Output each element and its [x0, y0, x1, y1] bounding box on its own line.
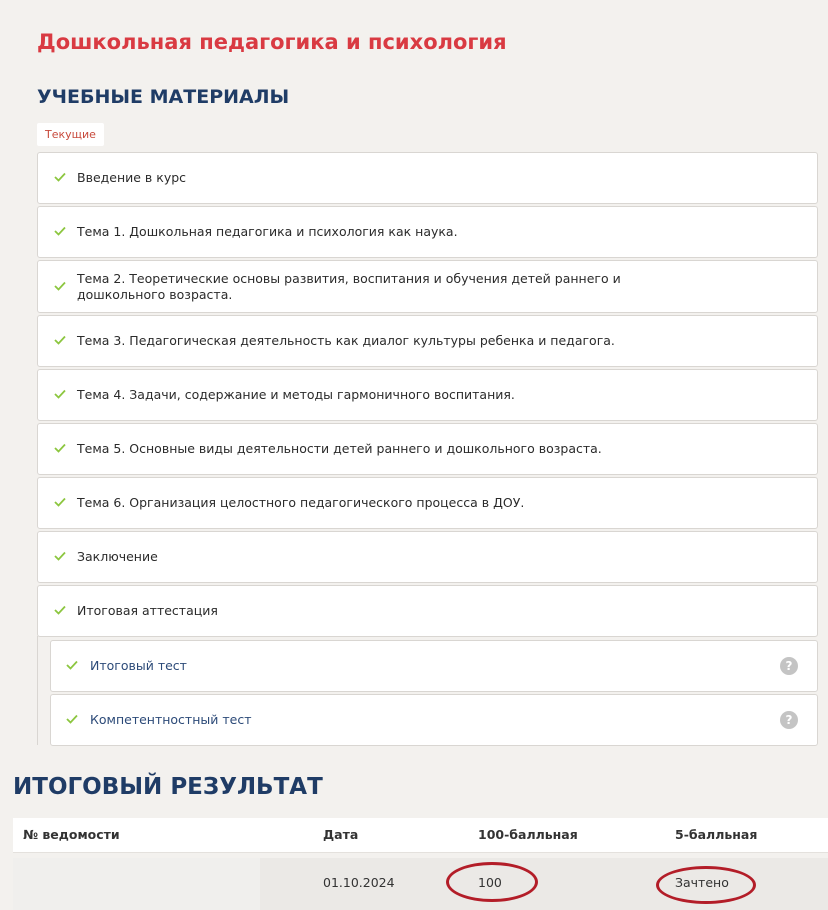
material-item-intro[interactable] [37, 152, 818, 204]
material-item-label: Тема 3. Педагогическая деятельность как диалог культуры ребенка и педагога. [77, 333, 615, 348]
material-item-topic-2[interactable] [37, 260, 818, 313]
material-item-topic-3[interactable] [37, 315, 818, 367]
material-item-label: Итоговая аттестация [77, 603, 218, 618]
material-item-label: Введение в курс [77, 170, 187, 185]
material-item-conclusion[interactable] [37, 531, 818, 583]
score-5-value: Зачтено [675, 875, 729, 890]
question-circle-icon[interactable]: ? [780, 657, 798, 675]
checkmark-icon [54, 551, 66, 561]
materials-heading: УЧЕБНЫЕ МАТЕРИАЛЫ [37, 86, 290, 108]
column-header-statement: № ведомости [23, 827, 120, 842]
checkmark-icon [54, 497, 66, 507]
material-item-label: Тема 6. Организация целостного педагогического процесса в ДОУ. [77, 495, 525, 510]
checkmark-icon [54, 226, 66, 236]
checkmark-icon [54, 281, 66, 291]
material-item-label: Тема 1. Дошкольная педагогика и психология как наука. [77, 224, 458, 239]
checkmark-icon [54, 172, 66, 182]
subitem-label: Компетентностный тест [90, 712, 252, 727]
checkmark-icon [54, 443, 66, 453]
material-item-topic-5[interactable] [37, 423, 818, 475]
checkmark-icon [54, 389, 66, 399]
material-item-topic-6[interactable] [37, 477, 818, 529]
results-table-header [13, 818, 828, 853]
results-heading: ИТОГОВЫЙ РЕЗУЛЬТАТ [13, 774, 323, 800]
course-title: Дошкольная педагогика и психология [37, 30, 507, 54]
tab-current[interactable]: Текущие [37, 123, 104, 146]
subitems-guide-line [37, 636, 50, 745]
material-item-label: Тема 2. Теоретические основы развития, воспитания и обучения детей раннего и дошкольного возраста. [77, 270, 621, 302]
material-item-final-attestation[interactable] [37, 585, 818, 637]
column-header-date: Дата [323, 827, 359, 842]
material-item-label: Заключение [77, 549, 158, 564]
score-100-value: 100 [478, 875, 502, 890]
checkmark-icon [66, 660, 78, 670]
subitem-final-test[interactable] [50, 640, 818, 692]
checkmark-icon [54, 335, 66, 345]
material-item-topic-1[interactable] [37, 206, 818, 258]
subitem-competency-test[interactable] [50, 694, 818, 746]
material-item-topic-4[interactable] [37, 369, 818, 421]
checkmark-icon [66, 714, 78, 724]
annotation-circle-score-100 [446, 862, 538, 902]
statement-cell [13, 858, 260, 910]
date-value: 01.10.2024 [323, 875, 395, 890]
material-item-label: Тема 4. Задачи, содержание и методы гармоничного воспитания. [77, 387, 515, 402]
subitem-label: Итоговый тест [90, 658, 187, 673]
checkmark-icon [54, 605, 66, 615]
question-circle-icon[interactable]: ? [780, 711, 798, 729]
column-header-score-100: 100-балльная [478, 827, 578, 842]
column-header-score-5: 5-балльная [675, 827, 758, 842]
material-item-label: Тема 5. Основные виды деятельности детей раннего и дошкольного возраста. [77, 441, 602, 456]
annotation-circle-score-5 [656, 866, 756, 904]
